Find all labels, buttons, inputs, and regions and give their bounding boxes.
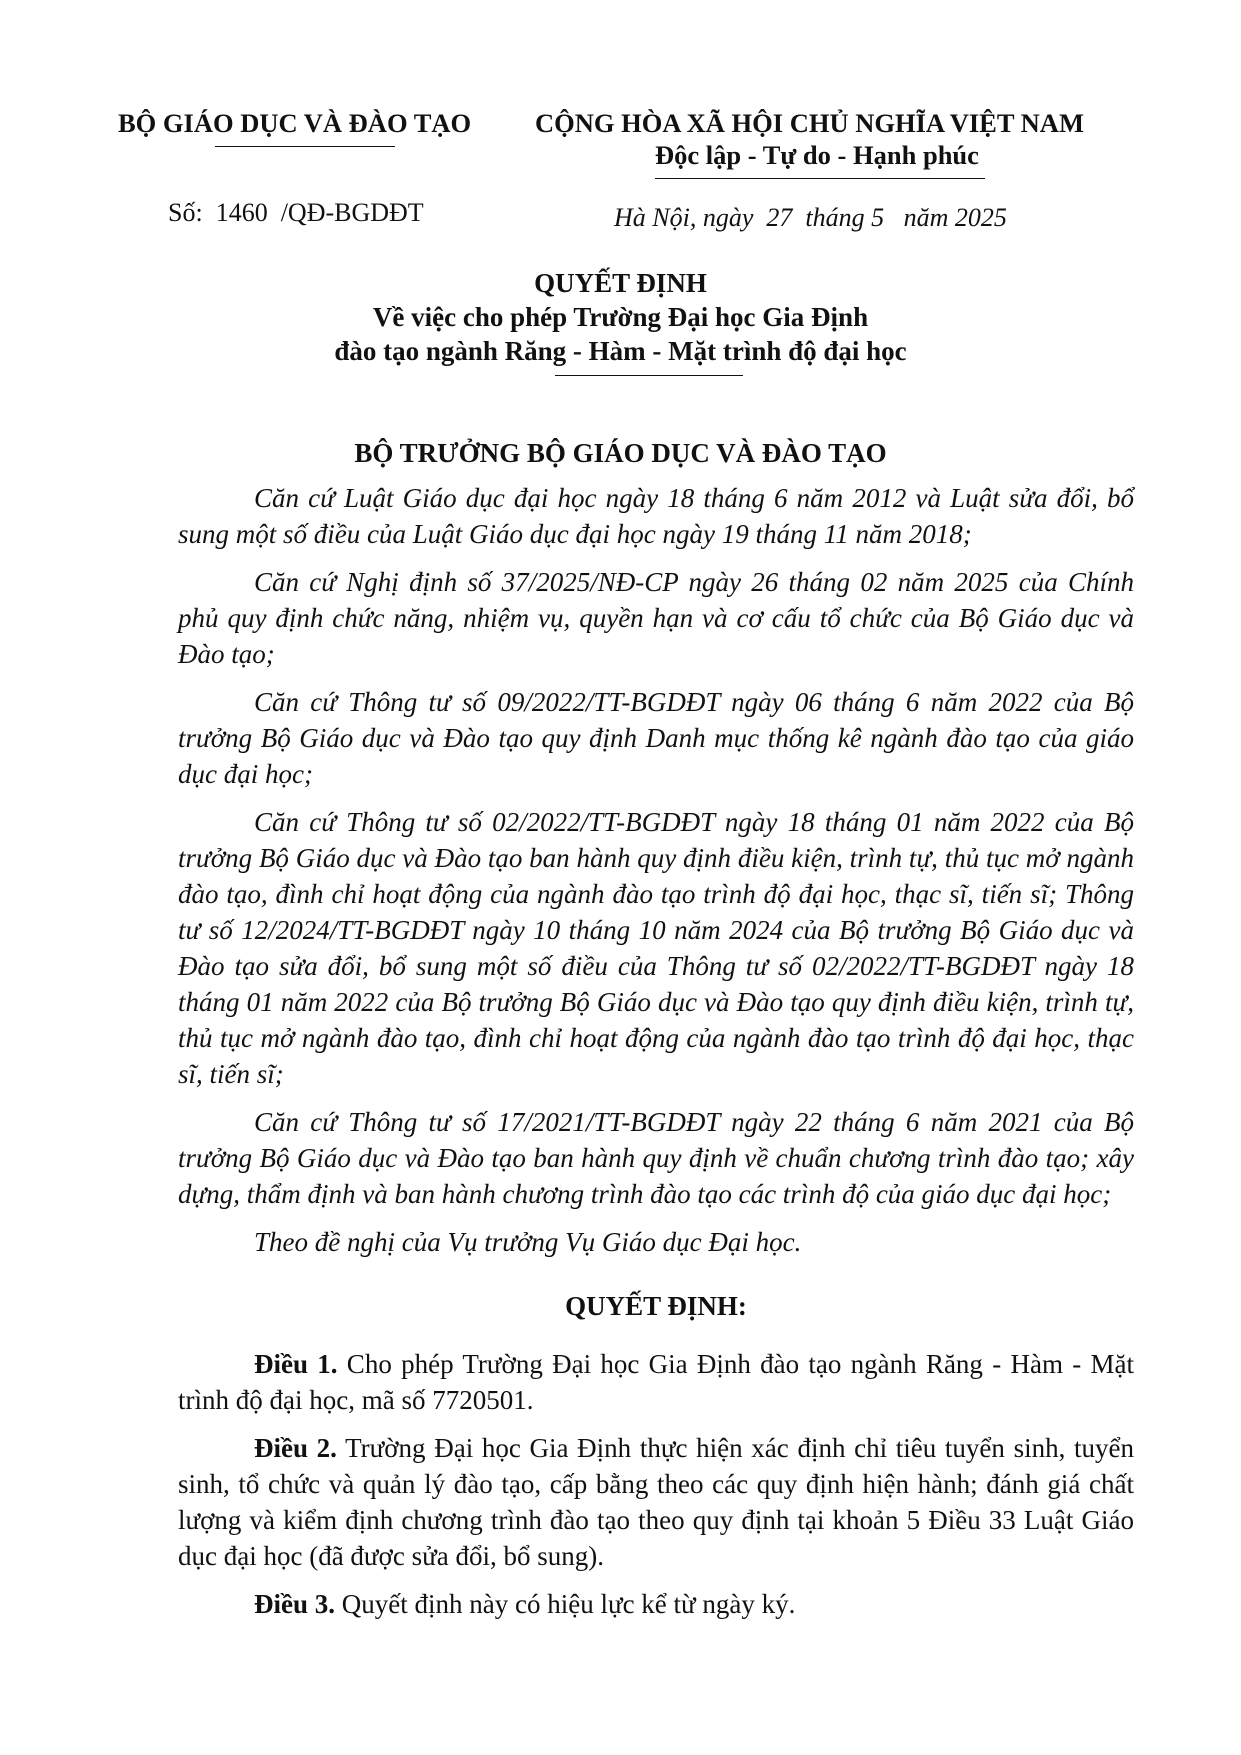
national-motto: Độc lập - Tự do - Hạnh phúc: [655, 140, 979, 170]
number-label: Số:: [168, 198, 203, 227]
place-date: Hà Nội, ngày 27 tháng 5 năm 2025: [614, 203, 1007, 232]
preamble-paragraph: Theo đề nghị của Vụ trưởng Vụ Giáo dục Đại học.: [254, 1227, 802, 1257]
article-text: Quyết định này có hiệu lực kể từ ngày ký.: [335, 1589, 796, 1619]
issuing-authority: BỘ TRƯỞNG BỘ GIÁO DỤC VÀ ĐÀO TẠO: [354, 438, 887, 468]
decision-heading: QUYẾT ĐỊNH:: [565, 1291, 747, 1321]
title-subject-line-2: đào tạo ngành Răng - Hàm - Mặt trình độ đại học: [334, 336, 907, 366]
article-label: Điều 1.: [254, 1349, 338, 1379]
agency-underline: [215, 146, 395, 147]
title-underline: [555, 375, 743, 376]
number-suffix: /QĐ-BGDĐT: [280, 198, 424, 227]
article-1: [178, 1346, 1134, 1418]
article-label: Điều 3.: [254, 1589, 335, 1619]
preamble-paragraph: Căn cứ Thông tư số 17/2021/TT-BGDĐT ngày 22 tháng 6 năm 2021 của Bộ trưởng Bộ Giáo dục và Đào tạo ban hành quy định về chuẩn chương trình đào tạo; xây dựng, thẩm định và ban hành chương trình đào tạo các trình độ của giáo dục đại học;: [178, 1107, 1134, 1209]
preamble-paragraph: Căn cứ Thông tư số 09/2022/TT-BGDĐT ngày 06 tháng 6 năm 2022 của Bộ trưởng Bộ Giáo dục và Đào tạo quy định Danh mục thống kê ngành đào tạo của giáo dục đại học;: [178, 687, 1134, 789]
article-3: [178, 1586, 1134, 1622]
title-subject-line-1: Về việc cho phép Trường Đại học Gia Định: [372, 302, 869, 332]
agency-name: BỘ GIÁO DỤC VÀ ĐÀO TẠO: [118, 108, 472, 138]
article-label: Điều 2.: [254, 1433, 337, 1463]
motto-underline: [655, 178, 985, 179]
document-body: [178, 480, 1134, 1634]
preamble-paragraph: Căn cứ Luật Giáo dục đại học ngày 18 tháng 6 năm 2012 và Luật sửa đổi, bổ sung một số điều của Luật Giáo dục đại học ngày 19 tháng 11 năm 2018;: [178, 483, 1134, 549]
article-2: [178, 1430, 1134, 1574]
article-text: Trường Đại học Gia Định thực hiện xác định chỉ tiêu tuyển sinh, tuyển sinh, tổ chức và quản lý đào tạo, cấp bằng theo các quy định hiện hành; đánh giá chất lượng và kiểm định chương trình đào tạo theo quy định tại khoản 5 Điều 33 Luật Giáo dục đại học (đã được sửa đổi, bổ sung).: [178, 1433, 1134, 1571]
document-number: [168, 198, 424, 228]
preamble-paragraph: Căn cứ Thông tư số 02/2022/TT-BGDĐT ngày 18 tháng 01 năm 2022 của Bộ trưởng Bộ Giáo dục và Đào tạo ban hành quy định điều kiện, trình tự, thủ tục mở ngành đào tạo, đình chỉ hoạt động của ngành đào tạo trình độ đại học, thạc sĩ, tiến sĩ; Thông tư số 12/2024/TT-BGDĐT ngày 10 tháng 10 năm 2024 của Bộ trưởng Bộ Giáo dục và Đào tạo sửa đổi, bổ sung một số điều của Thông tư số 02/2022/TT-BGDĐT ngày 18 tháng 01 năm 2022 của Bộ trưởng Bộ Giáo dục và Đào tạo quy định điều kiện, trình tự, thủ tục mở ngành đào tạo, đình chỉ hoạt động của ngành đào tạo trình độ đại học, thạc sĩ, tiến sĩ;: [178, 807, 1134, 1089]
preamble-paragraph: Căn cứ Nghị định số 37/2025/NĐ-CP ngày 26 tháng 02 năm 2025 của Chính phủ quy định chức năng, nhiệm vụ, quyền hạn và cơ cấu tổ chức của Bộ Giáo dục và Đào tạo;: [178, 567, 1134, 669]
nation-name: CỘNG HÒA XÃ HỘI CHỦ NGHĨA VIỆT NAM: [535, 108, 1084, 138]
document-title: QUYẾT ĐỊNH: [534, 268, 707, 298]
article-text: Cho phép Trường Đại học Gia Định đào tạo ngành Răng - Hàm - Mặt trình độ đại học, mã số 7720501.: [178, 1349, 1134, 1415]
number-value: 1460: [215, 198, 268, 227]
